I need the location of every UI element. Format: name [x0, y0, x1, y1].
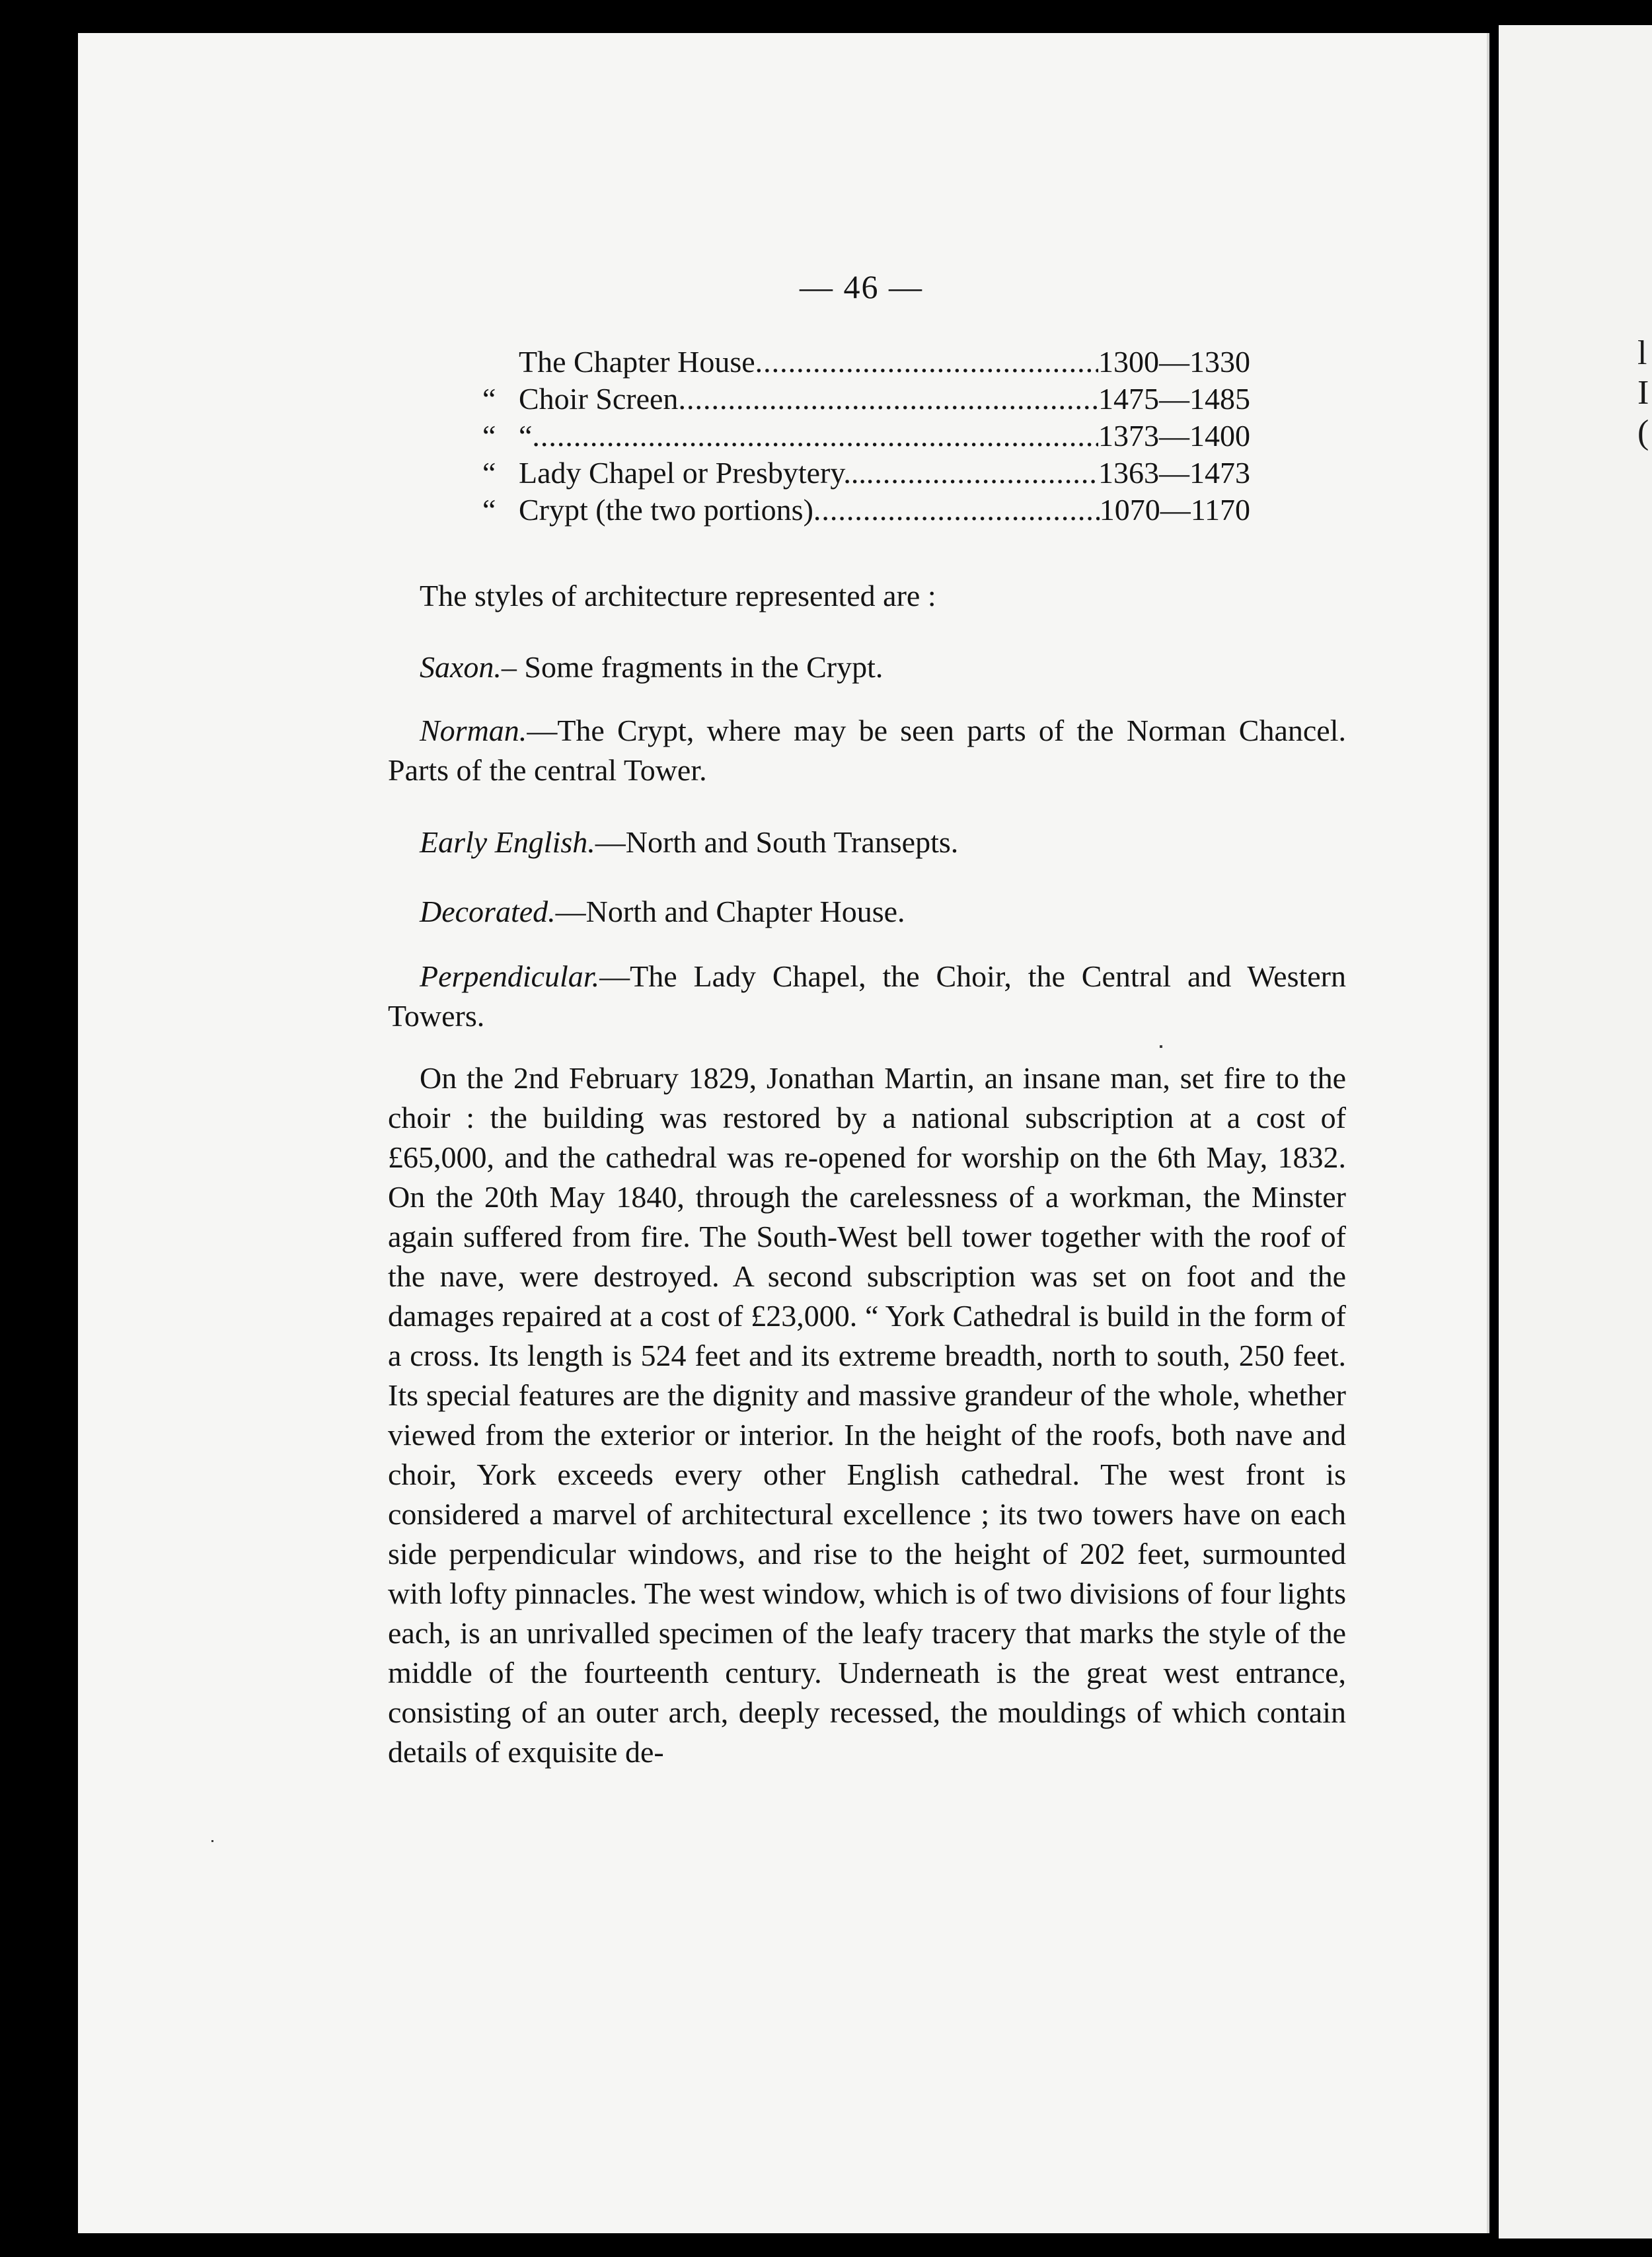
- style-text: —The Crypt, where may be seen parts of the Norman Chancel. Parts of the central Tower.: [388, 714, 1346, 787]
- facing-page-edge-letter: (: [1637, 414, 1649, 451]
- styles-intro-text: The styles of architecture represented are :: [420, 579, 936, 612]
- style-name: Perpendicular.: [420, 959, 600, 993]
- ditto-mark: “: [482, 456, 496, 490]
- dates-list-dates: 1070—1170: [1099, 493, 1250, 527]
- dot-leader: [866, 455, 1098, 492]
- dates-list-label: “: [519, 419, 533, 453]
- style-name: Norman.: [420, 714, 527, 747]
- page-number: — 46 —: [800, 268, 923, 305]
- dot-leader: [678, 381, 1098, 418]
- dates-list-label: The Chapter House: [519, 345, 755, 379]
- dates-list-row: [482, 418, 1250, 455]
- dates-list-row: [482, 344, 1250, 381]
- style-name: Saxon.: [420, 650, 502, 684]
- history-text: On the 2nd February 1829, Jonathan Martin, an insane man, set fire to the choir : the building was restored by a national subscription at a cost of £65,000, and the cathedral was re-opened for worship on the 6th May, 1832. On the 20th May 1840, through the carelessness of a workman, the Minster again suffered from fire. The South-West bell tower together with the roof of the nave, were destroyed. A second subscription was set on foot and the damages repaired at a cost of £23,000. “ York Cathedral is build in the form of a cross. Its length is 524 feet and its extreme breadth, north to south, 250 feet. Its special features are the dignity and massive grandeur of the whole, whether viewed from the exterior or interior. In the height of the roofs, both nave and choir, York exceeds every other English cathedral. The west front is considered a marvel of architectural excellence ; its two towers have on each side perpendicular windows, and rise to the height of 202 feet, surmounted with lofty pinnacles. The west window, which is of two divisions of four lights each, is an unrivalled specimen of the leafy tracery that marks the style of the middle of the fourteenth century. Underneath is the great west entrance, consisting of an outer arch, deeply recessed, the mouldings of which contain details of exquisite de-: [388, 1061, 1346, 1769]
- style-text: —North and South Transepts.: [595, 825, 959, 859]
- ditto-mark: “: [482, 382, 496, 416]
- dates-list-row: [482, 455, 1250, 492]
- dates-list-label: Choir Screen: [519, 382, 679, 416]
- style-paragraph-perpendicular: [388, 957, 1346, 1036]
- ditto-mark: “: [482, 419, 496, 453]
- style-text: —North and Chapter House.: [555, 895, 905, 928]
- history-paragraph: [388, 1058, 1346, 1772]
- ink-speck: [1160, 1045, 1162, 1048]
- facing-page-edge-letter: I: [1637, 374, 1649, 412]
- dates-list-row: [482, 381, 1250, 418]
- dates-list-dates: 1475—1485: [1098, 382, 1250, 416]
- style-paragraph-decorated: [388, 892, 1346, 932]
- style-text: – Some fragments in the Crypt.: [501, 650, 883, 684]
- dates-list-label: Lady Chapel or Presbytery...: [519, 456, 866, 490]
- dates-list-dates: 1363—1473: [1098, 456, 1250, 490]
- style-name: Early English.: [420, 825, 595, 859]
- book-page-right: [1499, 25, 1652, 2238]
- style-text: —The Lady Chapel, the Choir, the Central and Western Towers.: [388, 959, 1346, 1033]
- dates-list-row: [482, 492, 1250, 529]
- ditto-mark: [482, 344, 519, 381]
- dates-list: [482, 344, 1250, 529]
- dot-leader: [813, 492, 1100, 529]
- dates-list-dates: 1373—1400: [1098, 419, 1250, 453]
- style-paragraph-norman: [388, 711, 1346, 790]
- dates-list-dates: 1300—1330: [1098, 345, 1250, 379]
- dot-leader: [532, 418, 1098, 455]
- dot-leader: [755, 344, 1098, 381]
- style-paragraph-early-english: [388, 823, 1346, 862]
- styles-intro-paragraph: [388, 576, 1346, 616]
- style-name: Decorated.: [420, 895, 556, 928]
- dates-list-label: Crypt (the two portions): [519, 493, 813, 527]
- facing-page-edge-letter: l: [1637, 334, 1647, 372]
- ink-speck: [211, 1840, 213, 1842]
- ditto-mark: “: [482, 493, 496, 527]
- style-paragraph-saxon: [388, 648, 1346, 687]
